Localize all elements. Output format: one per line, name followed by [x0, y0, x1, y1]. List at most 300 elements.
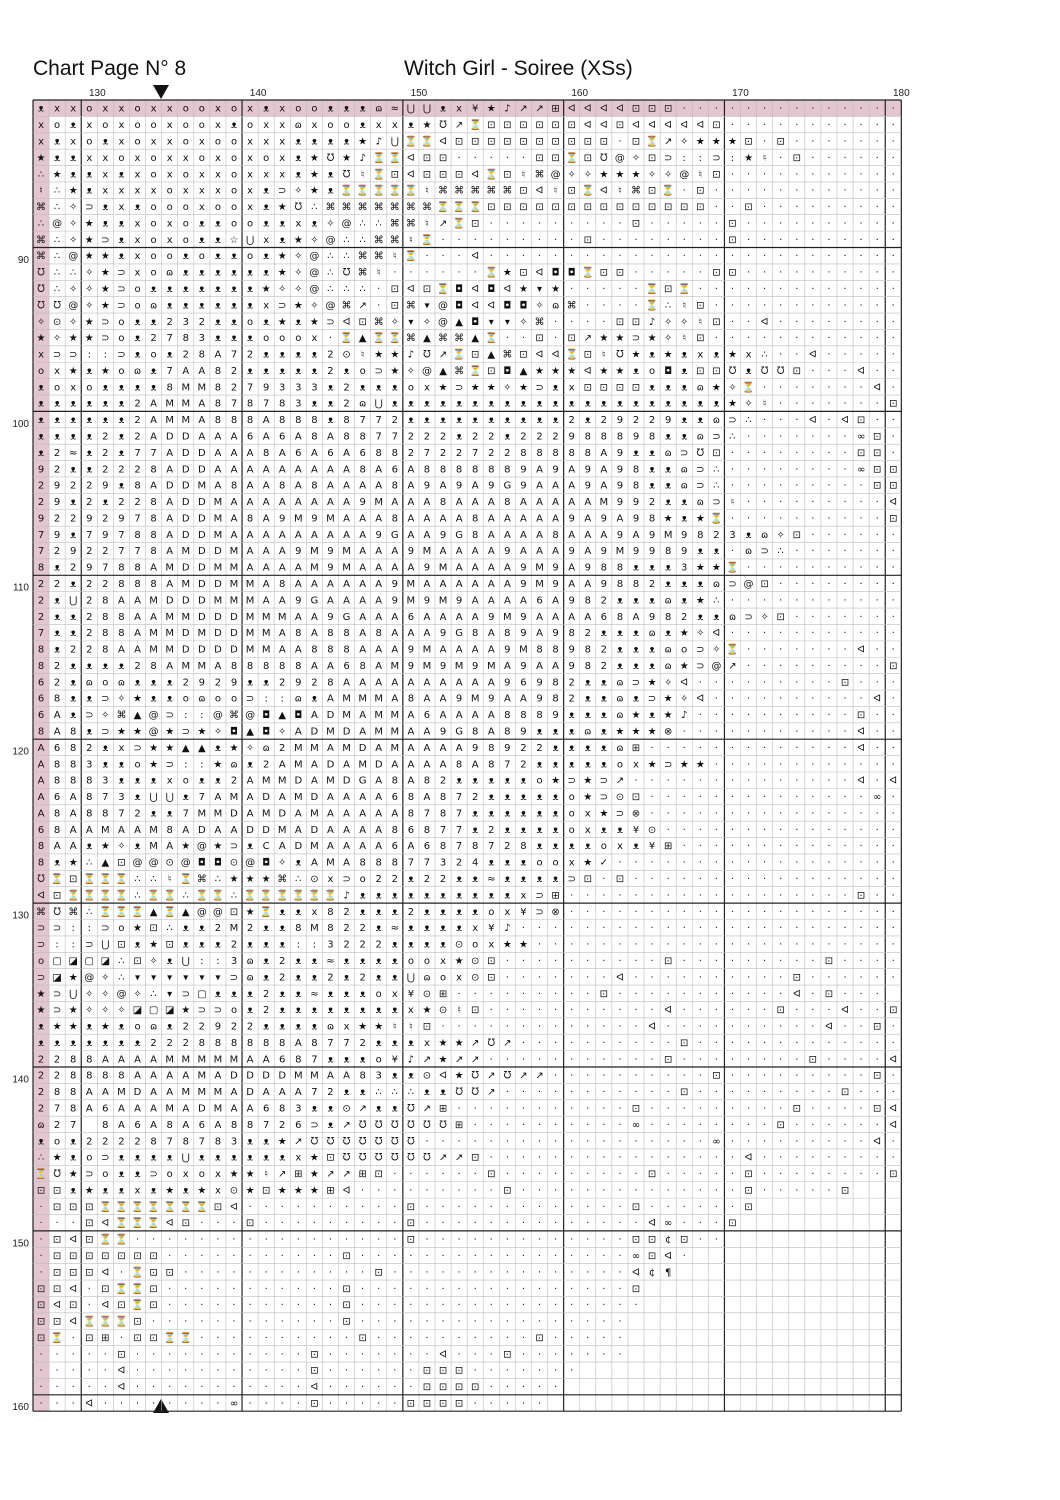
stitch-symbol: · [474, 1251, 477, 1262]
stitch-symbol: ᐊ [857, 726, 865, 738]
stitch-symbol: 8 [183, 1136, 189, 1147]
stitch-symbol: · [184, 1399, 187, 1410]
stitch-symbol: ᐊ [889, 496, 897, 508]
stitch-symbol: A [536, 530, 543, 541]
stitch-symbol: x [167, 153, 173, 164]
stitch-symbol: ᐊ [680, 676, 688, 688]
stitch-symbol: 8 [102, 1120, 108, 1131]
stitch-symbol: ⊡ [471, 1153, 479, 1164]
stitch-symbol: 9 [568, 595, 574, 606]
stitch-symbol: ⊡ [744, 202, 752, 213]
stitch-symbol: ᴥ [86, 415, 92, 426]
stitch-symbol: · [570, 956, 573, 967]
stitch-symbol: 2 [70, 513, 76, 524]
stitch-symbol: ◘ [230, 727, 238, 738]
stitch-symbol: ɷ [118, 677, 125, 688]
stitch-symbol: · [281, 1382, 284, 1393]
stitch-symbol: ⏳ [389, 331, 401, 344]
stitch-symbol: x [215, 169, 221, 180]
stitch-symbol: · [860, 579, 863, 590]
stitch-symbol: ɷ [295, 120, 302, 131]
stitch-symbol: ↗ [664, 136, 672, 147]
stitch-symbol: ⊞ [551, 890, 559, 901]
stitch-symbol: · [860, 858, 863, 869]
stitch-symbol: · [554, 1317, 557, 1328]
stitch-symbol: D [262, 1071, 270, 1082]
stitch-symbol: 8 [279, 399, 285, 410]
stitch-symbol: · [281, 1366, 284, 1377]
stitch-symbol: o [360, 874, 366, 885]
stitch-symbol: 8 [601, 431, 607, 442]
stitch-symbol: ᴥ [263, 218, 269, 229]
stitch-symbol: 8 [649, 513, 655, 524]
stitch-symbol: ¢ [649, 1267, 655, 1278]
stitch-symbol: · [634, 268, 637, 279]
stitch-symbol: ↗ [455, 1153, 463, 1164]
stitch-symbol: ⊃ [101, 694, 109, 705]
stitch-symbol: · [731, 300, 734, 311]
stitch-symbol: ᴥ [601, 628, 607, 639]
stitch-symbol: ★ [181, 1005, 190, 1016]
stitch-symbol: ⌘ [502, 350, 512, 361]
stitch-symbol: · [779, 448, 782, 459]
stitch-symbol: · [747, 792, 750, 803]
stitch-symbol: ✧ [69, 218, 77, 229]
stitch-symbol: ⌘ [342, 202, 352, 213]
stitch-symbol: · [876, 1005, 879, 1016]
stitch-symbol: M [165, 415, 174, 426]
stitch-symbol: M [600, 497, 609, 508]
stitch-symbol: ᴥ [86, 727, 92, 738]
stitch-symbol: A [343, 841, 350, 852]
stitch-symbol: · [313, 1218, 316, 1229]
stitch-symbol: D [198, 595, 206, 606]
stitch-symbol: 2 [183, 677, 189, 688]
stitch-symbol: ⏳ [340, 184, 352, 197]
column-label: 180 [893, 88, 910, 99]
stitch-symbol: · [763, 136, 766, 147]
stitch-symbol: M [616, 546, 625, 557]
stitch-symbol: 2 [150, 333, 156, 344]
stitch-symbol: ᴥ [70, 579, 76, 590]
stitch-symbol: ★ [278, 1185, 287, 1196]
stitch-symbol: 8 [359, 661, 365, 672]
stitch-symbol: 3 [729, 530, 735, 541]
stitch-symbol: · [747, 104, 750, 115]
stitch-symbol: 2 [392, 874, 398, 885]
stitch-symbol: ᴥ [585, 743, 591, 754]
stitch-symbol: 2 [118, 1136, 124, 1147]
stitch-symbol: · [843, 136, 846, 147]
stitch-symbol: · [860, 661, 863, 672]
stitch-symbol: ▲ [487, 350, 495, 361]
stitch-symbol: ⌘ [406, 218, 416, 229]
stitch-symbol: M [358, 759, 367, 770]
stitch-symbol: 8 [38, 661, 44, 672]
stitch-symbol: · [458, 1022, 461, 1033]
stitch-symbol: A [359, 563, 366, 574]
stitch-symbol: ⊃ [326, 317, 334, 328]
stitch-symbol: 8 [552, 645, 558, 656]
stitch-symbol: 2 [247, 1022, 253, 1033]
stitch-symbol: · [474, 1103, 477, 1114]
stitch-symbol: · [795, 464, 798, 475]
stitch-symbol: · [650, 1087, 653, 1098]
stitch-symbol: · [731, 595, 734, 606]
stitch-symbol: · [747, 972, 750, 983]
stitch-symbol: · [490, 1267, 493, 1278]
stitch-symbol: · [248, 1333, 251, 1344]
stitch-symbol: A [327, 1071, 334, 1082]
stitch-symbol: · [554, 989, 557, 1000]
stitch-symbol: ᴥ [295, 1022, 301, 1033]
stitch-symbol: ⏳ [99, 872, 111, 885]
stitch-symbol: x [167, 235, 173, 246]
stitch-symbol: ★ [599, 808, 608, 819]
stitch-symbol: ∴ [134, 890, 140, 901]
stitch-symbol: · [795, 595, 798, 606]
stitch-symbol: · [554, 1267, 557, 1278]
stitch-symbol: o [311, 104, 317, 115]
stitch-symbol: ⊡ [53, 890, 61, 901]
stitch-symbol: · [393, 1300, 396, 1311]
stitch-symbol: G [359, 776, 367, 787]
stitch-symbol: 6 [279, 1054, 285, 1065]
stitch-symbol: 7 [488, 841, 494, 852]
stitch-symbol: · [779, 1022, 782, 1033]
stitch-symbol: ↗ [294, 1136, 302, 1147]
stitch-symbol: 8 [134, 579, 140, 590]
stitch-symbol: ★ [278, 1136, 287, 1147]
stitch-symbol: · [538, 1382, 541, 1393]
stitch-symbol: · [650, 1120, 653, 1131]
stitch-symbol: · [586, 284, 589, 295]
stitch-symbol: A [198, 366, 205, 377]
stitch-symbol: ⊡ [777, 136, 785, 147]
stitch-symbol: ✧ [777, 530, 785, 541]
stitch-symbol: ᴥ [279, 218, 285, 229]
stitch-symbol: · [876, 202, 879, 213]
stitch-symbol: · [827, 825, 830, 836]
stitch-symbol: D [166, 595, 174, 606]
stitch-symbol: · [361, 1218, 364, 1229]
stitch-symbol: ∞ [857, 431, 865, 442]
stitch-symbol: A [407, 497, 414, 508]
stitch-symbol: · [329, 1382, 332, 1393]
stitch-symbol: · [265, 1399, 268, 1410]
stitch-symbol: M [230, 546, 239, 557]
stitch-symbol: · [490, 251, 493, 262]
stitch-symbol: A [134, 612, 141, 623]
stitch-symbol: · [345, 1333, 348, 1344]
stitch-symbol: · [811, 284, 814, 295]
stitch-symbol: o [118, 923, 124, 934]
stitch-symbol: · [265, 1251, 268, 1262]
stitch-symbol: A [134, 645, 141, 656]
stitch-symbol: ⊡ [712, 366, 720, 377]
stitch-symbol: · [795, 399, 798, 410]
stitch-symbol: · [618, 251, 621, 262]
stitch-symbol: · [667, 251, 670, 262]
stitch-symbol: · [474, 1366, 477, 1377]
stitch-symbol: ↗ [616, 776, 624, 787]
stitch-symbol: ᘮ [327, 153, 335, 164]
stitch-symbol: · [731, 808, 734, 819]
stitch-symbol: 8 [376, 858, 382, 869]
stitch-symbol: A [150, 399, 157, 410]
stitch-symbol: ⏳ [131, 1200, 143, 1213]
stitch-symbol: ★ [37, 153, 46, 164]
stitch-symbol: M [214, 513, 223, 524]
stitch-symbol: ⊡ [133, 956, 141, 967]
stitch-symbol: ⊃ [567, 776, 575, 787]
stitch-symbol: ★ [439, 382, 448, 393]
stitch-symbol: · [329, 1366, 332, 1377]
stitch-symbol: ♮ [409, 235, 413, 246]
stitch-symbol: · [184, 1267, 187, 1278]
stitch-symbol: · [248, 1202, 251, 1213]
stitch-symbol: o [295, 104, 301, 115]
stitch-symbol: ⊡ [37, 1333, 45, 1344]
stitch-symbol: ✧ [680, 317, 688, 328]
stitch-symbol: · [747, 825, 750, 836]
stitch-symbol: ⊡ [342, 1317, 350, 1328]
stitch-symbol: ᴥ [134, 792, 140, 803]
stitch-symbol: ▾ [408, 317, 413, 328]
stitch-symbol: · [827, 415, 830, 426]
stitch-symbol: ᴥ [360, 382, 366, 393]
stitch-symbol: ᴥ [102, 497, 108, 508]
stitch-symbol: 8 [231, 1038, 237, 1049]
stitch-symbol: M [181, 399, 190, 410]
stitch-symbol: ⊡ [487, 956, 495, 967]
stitch-symbol: · [747, 284, 750, 295]
stitch-symbol: · [860, 300, 863, 311]
stitch-symbol: · [763, 956, 766, 967]
stitch-symbol: A [247, 546, 254, 557]
stitch-symbol: ⊃ [616, 808, 624, 819]
stitch-symbol: ↗ [535, 1071, 543, 1082]
stitch-symbol: · [779, 1103, 782, 1114]
stitch-symbol: ⏳ [212, 888, 224, 901]
stitch-symbol: · [506, 1136, 509, 1147]
stitch-symbol: ᴥ [54, 431, 60, 442]
row-label: 100 [12, 419, 29, 430]
stitch-symbol: · [458, 1317, 461, 1328]
stitch-symbol: · [200, 1251, 203, 1262]
stitch-symbol: 9 [456, 694, 462, 705]
stitch-symbol: ∴ [150, 989, 156, 1000]
stitch-symbol: · [200, 1284, 203, 1295]
stitch-symbol: · [667, 1120, 670, 1131]
stitch-symbol: · [667, 923, 670, 934]
stitch-symbol: · [570, 235, 573, 246]
stitch-symbol: · [795, 727, 798, 738]
stitch-symbol: : [200, 956, 203, 967]
stitch-symbol: A [440, 743, 447, 754]
stitch-symbol: · [393, 268, 396, 279]
stitch-symbol: · [586, 1218, 589, 1229]
stitch-symbol: · [699, 874, 702, 885]
stitch-symbol: 7 [134, 546, 140, 557]
stitch-symbol: · [827, 317, 830, 328]
stitch-symbol: · [650, 923, 653, 934]
stitch-symbol: D [230, 808, 238, 819]
stitch-symbol: · [795, 956, 798, 967]
stitch-symbol: ᴥ [601, 743, 607, 754]
stitch-symbol: ᴥ [472, 415, 478, 426]
stitch-symbol: ᴥ [681, 415, 687, 426]
stitch-symbol: A [633, 530, 640, 541]
stitch-symbol: ⏳ [180, 1331, 192, 1344]
stitch-symbol: · [811, 186, 814, 197]
stitch-symbol: 9 [633, 546, 639, 557]
stitch-symbol: ⊡ [471, 1382, 479, 1393]
stitch-symbol: M [439, 595, 448, 606]
stitch-symbol: · [586, 890, 589, 901]
stitch-symbol: 8 [102, 595, 108, 606]
stitch-symbol: ★ [246, 874, 255, 885]
stitch-symbol: 7 [504, 759, 510, 770]
stitch-symbol: ⊡ [873, 1022, 881, 1033]
stitch-symbol: ✧ [85, 284, 93, 295]
stitch-symbol: · [892, 1038, 895, 1049]
stitch-symbol: ⏳ [163, 888, 175, 901]
stitch-symbol: · [827, 661, 830, 672]
stitch-symbol: ᘮ [616, 350, 624, 361]
stitch-symbol: M [342, 710, 351, 721]
stitch-symbol: ᴥ [344, 956, 350, 967]
stitch-symbol: · [345, 1399, 348, 1410]
stitch-symbol: · [795, 1136, 798, 1147]
stitch-symbol: 2 [247, 923, 253, 934]
stitch-symbol: x [263, 300, 269, 311]
stitch-symbol: ᴥ [440, 907, 446, 918]
stitch-symbol: · [892, 120, 895, 131]
stitch-symbol: · [248, 1251, 251, 1262]
stitch-symbol: ★ [149, 940, 158, 951]
stitch-symbol: 9 [408, 546, 414, 557]
stitch-symbol: ᴥ [215, 989, 221, 1000]
stitch-symbol: · [827, 513, 830, 524]
stitch-symbol: ᴥ [601, 710, 607, 721]
stitch-symbol: · [522, 1333, 525, 1344]
stitch-symbol: · [490, 218, 493, 229]
stitch-symbol: ⏳ [340, 331, 352, 344]
stitch-symbol: · [860, 104, 863, 115]
stitch-symbol: A [375, 563, 382, 574]
stitch-symbol: ⊡ [600, 382, 608, 393]
stitch-symbol: · [843, 808, 846, 819]
stitch-symbol: · [892, 415, 895, 426]
stitch-symbol: 8 [633, 464, 639, 475]
stitch-symbol: ↗ [455, 120, 463, 131]
stitch-symbol: · [216, 1235, 219, 1246]
stitch-symbol: A [263, 513, 270, 524]
stitch-symbol: ᴥ [376, 972, 382, 983]
stitch-symbol: ★ [53, 1153, 62, 1164]
stitch-symbol: ★ [294, 235, 303, 246]
stitch-symbol: : [104, 350, 107, 361]
stitch-symbol: @ [438, 317, 448, 328]
stitch-symbol: 9 [552, 579, 558, 590]
stitch-symbol: 2 [54, 448, 60, 459]
stitch-symbol: ᴥ [86, 1022, 92, 1033]
stitch-symbol: · [377, 1185, 380, 1196]
stitch-symbol: ᴥ [183, 300, 189, 311]
stitch-symbol: 8 [295, 661, 301, 672]
stitch-symbol: · [554, 1169, 557, 1180]
stitch-symbol: ᴥ [247, 1153, 253, 1164]
stitch-symbol: · [731, 825, 734, 836]
stitch-symbol: ᴥ [118, 235, 124, 246]
stitch-symbol: · [779, 874, 782, 885]
stitch-symbol: ᴥ [472, 890, 478, 901]
stitch-symbol: 8 [392, 513, 398, 524]
stitch-symbol: 8 [150, 530, 156, 541]
stitch-symbol: · [570, 923, 573, 934]
stitch-symbol: · [474, 1300, 477, 1311]
stitch-symbol: · [827, 431, 830, 442]
stitch-symbol: M [423, 661, 432, 672]
stitch-symbol: · [827, 546, 830, 557]
stitch-symbol: ᐊ [632, 119, 640, 131]
stitch-symbol: 2 [568, 415, 574, 426]
stitch-symbol: ⌘ [358, 268, 368, 279]
stitch-symbol: A [327, 694, 334, 705]
stitch-symbol: ✧ [85, 989, 93, 1000]
stitch-symbol: 8 [295, 1054, 301, 1065]
stitch-symbol: · [522, 1300, 525, 1311]
stitch-symbol: ◪ [68, 956, 77, 967]
stitch-symbol: 8 [215, 366, 221, 377]
stitch-symbol: ᴥ [360, 956, 366, 967]
stitch-symbol: A [520, 546, 527, 557]
stitch-symbol: 9 [536, 677, 542, 688]
stitch-symbol: · [506, 1333, 509, 1344]
stitch-symbol: ᴥ [504, 874, 510, 885]
stitch-symbol: ★ [85, 235, 94, 246]
stitch-symbol: ᴥ [520, 415, 526, 426]
stitch-symbol: ⊡ [326, 1153, 334, 1164]
stitch-symbol: · [811, 382, 814, 393]
stitch-symbol: ⏳ [405, 184, 417, 197]
stitch-symbol: 9 [102, 530, 108, 541]
stitch-symbol: · [843, 317, 846, 328]
stitch-symbol: · [747, 1005, 750, 1016]
stitch-symbol: x [135, 153, 141, 164]
stitch-symbol: ⏳ [389, 151, 401, 164]
stitch-symbol: ⊡ [632, 218, 640, 229]
stitch-symbol: · [827, 1169, 830, 1180]
stitch-symbol: ⌘ [374, 317, 384, 328]
stitch-symbol: ᐊ [857, 775, 865, 787]
stitch-symbol: 8 [488, 464, 494, 475]
stitch-symbol: 2 [183, 1038, 189, 1049]
stitch-symbol: A [633, 612, 640, 623]
stitch-symbol: · [843, 956, 846, 967]
stitch-symbol: ▲ [182, 743, 190, 754]
stitch-symbol: ⊡ [632, 104, 640, 115]
stitch-symbol: · [522, 923, 525, 934]
stitch-symbol: · [634, 858, 637, 869]
stitch-symbol: ★ [664, 694, 673, 705]
stitch-symbol: · [795, 645, 798, 656]
stitch-symbol: · [329, 1284, 332, 1295]
stitch-symbol: · [200, 1300, 203, 1311]
stitch-symbol: ▢ [197, 989, 206, 1000]
stitch-symbol: 8 [311, 1038, 317, 1049]
